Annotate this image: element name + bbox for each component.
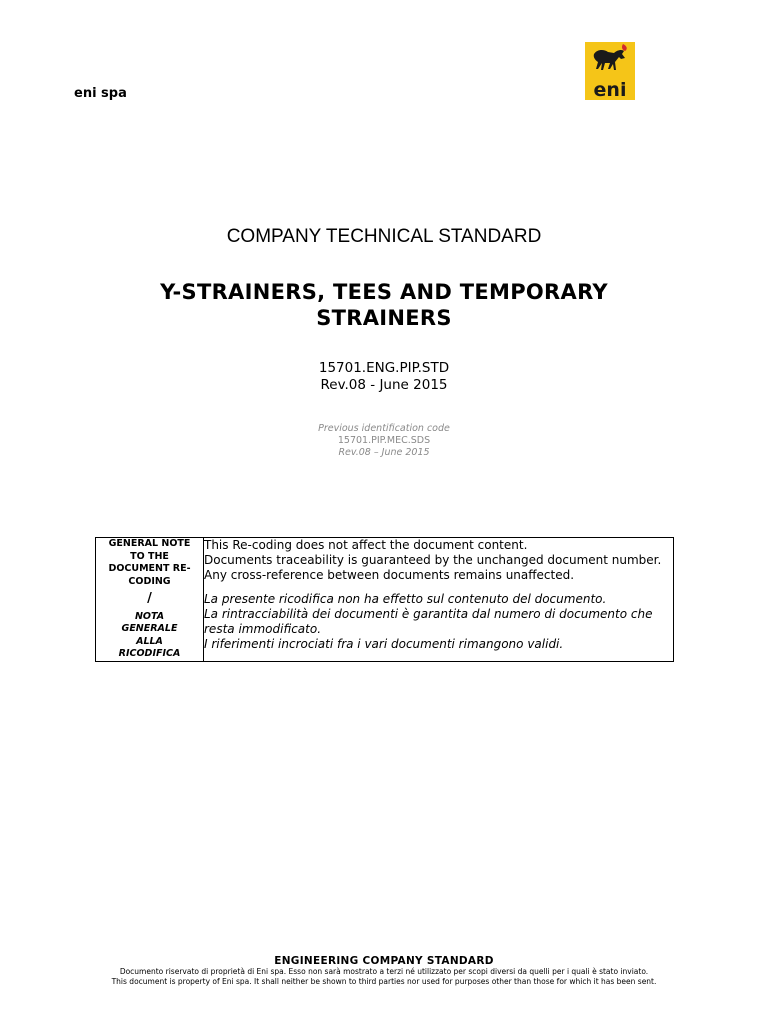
note-text-it: La presente ricodifica non ha effetto sul contenuto del documento. <box>204 592 607 606</box>
note-label-line: NOTA <box>134 610 165 622</box>
note-label-line: DOCUMENT RE- <box>108 563 191 574</box>
note-body-cell <box>204 538 674 662</box>
document-title <box>0 279 768 331</box>
document-revision: Rev.08 - June 2015 <box>320 377 448 393</box>
footer-notice-it: Documento riservato di proprietà di Eni spa. Esso non sarà mostrato a terzi né utilizzato per scopi diversi da quelli per i quali è stato inviato. <box>119 967 649 976</box>
eni-logo <box>585 42 635 100</box>
note-text-it: I riferimenti incrociati fra i vari documenti rimangono validi. <box>204 637 564 651</box>
recoding-note-table <box>95 537 674 662</box>
note-label-line: CODING <box>128 575 171 587</box>
previous-revision: Rev.08 – June 2015 <box>338 447 430 458</box>
note-text-en: Documents traceability is guaranteed by the unchanged document number. <box>204 553 662 567</box>
footer-title: ENGINEERING COMPANY STANDARD <box>274 955 494 967</box>
note-spacer <box>204 583 673 592</box>
title-line: STRAINERS <box>316 306 452 330</box>
note-label-line: TO THE <box>130 550 169 562</box>
note-text-en: Any cross-reference between documents remains unaffected. <box>204 568 575 582</box>
document-type: COMPANY TECHNICAL STANDARD <box>226 226 542 247</box>
footer-notice-en: This document is property of Eni spa. It shall neither be shown to third parties nor used for purposes other than those for which it has been sent. <box>111 977 657 986</box>
document-code: 15701.ENG.PIP.STD <box>318 360 450 376</box>
document-code-block <box>0 360 768 394</box>
page-footer <box>0 955 768 987</box>
note-label-line: RICODIFICA <box>118 648 181 659</box>
note-label-cell <box>96 538 204 662</box>
company-name: eni spa <box>74 86 127 101</box>
note-text-en: This Re-coding does not affect the document content. <box>204 538 528 552</box>
previous-label: Previous identification code <box>318 423 450 434</box>
note-label-line: GENERAL NOTE <box>108 538 191 549</box>
logo-wordmark: eni <box>593 79 627 100</box>
previous-code: 15701.PIP.MEC.SDS <box>337 435 431 446</box>
title-line: Y-STRAINERS, TEES AND TEMPORARY <box>160 280 608 304</box>
note-text-it: La rintracciabilità dei documenti è garantita dal numero di documento che resta immodificato. <box>204 607 653 636</box>
table-row <box>96 538 674 662</box>
label-separator: / <box>147 591 152 606</box>
note-label-line: GENERALE <box>121 623 178 634</box>
previous-identification <box>0 423 768 459</box>
note-label-line: ALLA <box>136 635 163 647</box>
